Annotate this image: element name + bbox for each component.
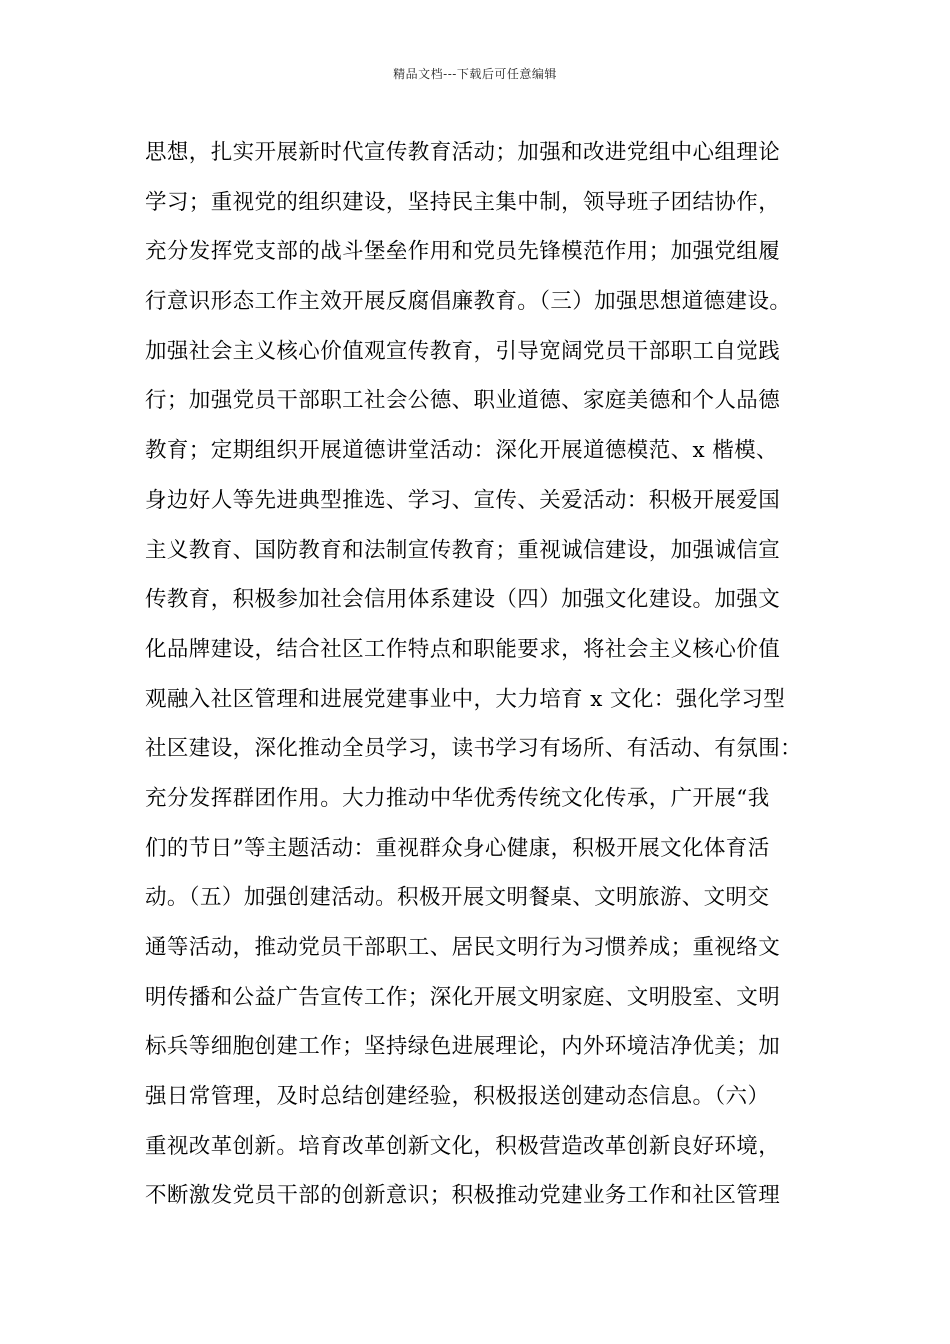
text-line: 动。（五）加强创建活动。积极开展文明餐桌、文明旅游、文明交 (145, 885, 770, 911)
text-line: 不断激发党员干部的创新意识；积极推动党建业务工作和社区管理 (145, 1183, 781, 1209)
text-line: 主义教育、国防教育和法制宣传教育；重视诚信建设，加强诚信宣 (145, 537, 781, 563)
text-line: 学习；重视党的组织建设，坚持民主集中制，领导班子团结协作， (145, 189, 781, 215)
text-line: 强日常管理，及时总结创建经验，积极报送创建动态信息。（六） (145, 1084, 770, 1110)
text-line: 思想，扎实开展新时代宣传教育活动；加强和改进党组中心组理论 (145, 140, 781, 165)
text-line: 观融入社区管理和进展党建事业中，大力培育 x 文化：强化学习型 (145, 686, 786, 712)
page-header: 精品文档---下载后可任意编辑 (393, 67, 557, 81)
text-line: 通等活动，推动党员干部职工、居民文明行为习惯养成；重视络文 (145, 935, 781, 960)
text-line: 们的节日”等主题活动：重视群众身心健康，积极开展文化体育活 (145, 835, 770, 861)
text-line: 充分发挥群团作用。大力推动中华优秀传统文化传承，广开展“我 (145, 785, 770, 811)
text-line: 行；加强党员干部职工社会公德、职业道德、家庭美德和个人品德 (145, 388, 781, 414)
text-line: 明传播和公益广告宣传工作；深化开展文明家庭、文明股室、文明 (145, 984, 781, 1010)
text-line: 身边好人等先进典型推选、学习、宣传、关爱活动：积极开展爱国 (145, 487, 781, 513)
text-line: 教育；定期组织开展道德讲堂活动：深化开展道德模范、x 楷模、 (145, 438, 778, 464)
text-line: 标兵等细胞创建工作；坚持绿色进展理论，内外环境洁净优美；加 (145, 1034, 781, 1060)
text-line: 加强社会主义核心价值观宣传教育，引导宽阔党员干部职工自觉践 (145, 338, 781, 364)
text-line: 传教育，积极参加社会信用体系建设（四）加强文化建设。加强文 (145, 587, 781, 613)
text-line: 重视改革创新。培育改革创新文化，积极营造改革创新良好环境， (145, 1133, 781, 1159)
text-line: 行意识形态工作主效开展反腐倡廉教育。（三）加强思想道德建设。 (145, 289, 792, 315)
text-line: 社区建设，深化推动全员学习，读书学习有场所、有活动、有氛围： (145, 736, 803, 762)
text-line: 化品牌建设，结合社区工作特点和职能要求，将社会主义核心价值 (145, 636, 781, 662)
body-text (145, 128, 825, 1221)
text-line: 充分发挥党支部的战斗堡垒作用和党员先锋模范作用；加强党组履 (145, 239, 781, 265)
